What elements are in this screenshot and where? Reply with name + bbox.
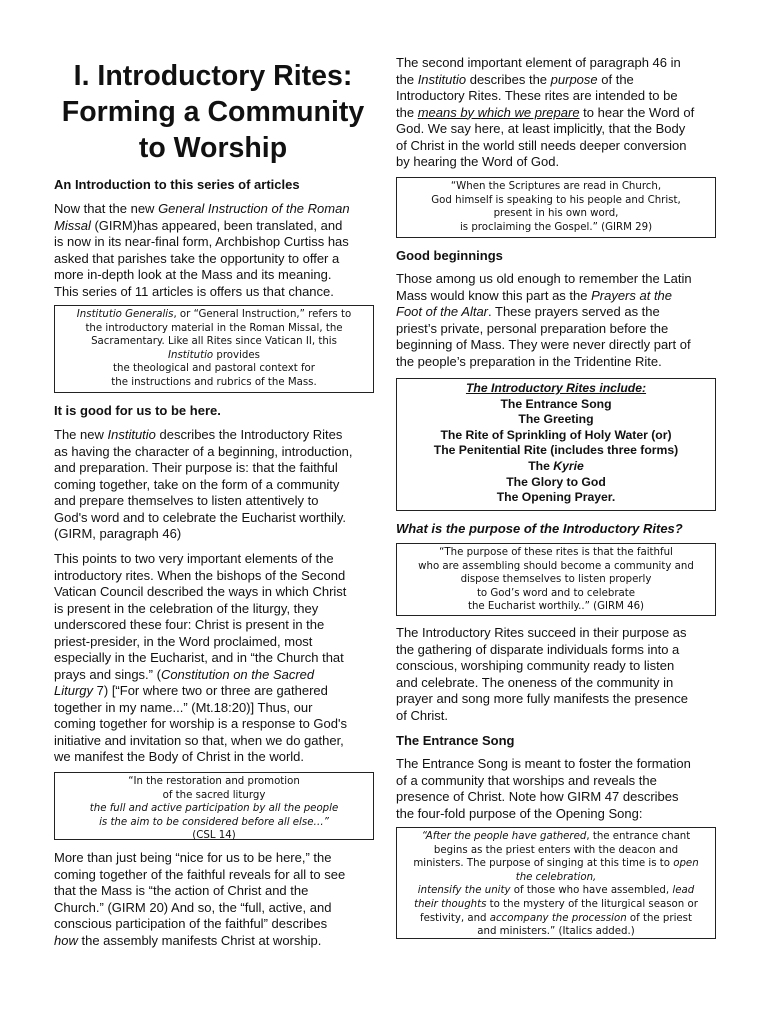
- text: Sacramentary. Like all Rites since Vatican II, this: [91, 336, 337, 348]
- text: Foot of the Altar: [396, 304, 489, 319]
- list-item: [397, 459, 715, 475]
- text: More than just being “nice for us to be here,” the: [54, 850, 332, 865]
- text: Institutio: [168, 349, 214, 361]
- good-beginnings-heading: Good beginnings: [396, 248, 503, 263]
- intro-heading: An Introduction to this series of articles: [54, 177, 300, 192]
- title-line: to Worship: [138, 132, 288, 164]
- text: Liturgy: [54, 683, 94, 698]
- text: conscious participation of the faithful” describes: [54, 916, 328, 931]
- text: the theological and pastoral context for: [113, 363, 315, 375]
- text: The: [528, 458, 554, 473]
- text: Missal: [54, 217, 91, 233]
- text: by hearing the Word of God.: [396, 154, 560, 169]
- text: Institutio Generalis: [76, 309, 174, 320]
- text: “The purpose of these rites is that the faithful: [439, 547, 673, 558]
- list-item: The Opening Prayer.: [496, 490, 616, 505]
- text: the four-fold purpose of the Opening Song:: [396, 805, 643, 821]
- text: Prayers at the: [591, 287, 673, 303]
- text: we manifest the Body of Christ in the world.: [54, 749, 305, 764]
- text: 7) [“For where two or three are gathered: [93, 683, 328, 698]
- intro-paragraph: [54, 201, 350, 300]
- text: of a community that worships and reveals the: [396, 772, 657, 788]
- text: open: [673, 858, 699, 870]
- text: of Christ in the world still needs deeper conversion: [396, 137, 687, 153]
- text: Vatican Council described the ways in which Christ: [54, 584, 347, 599]
- text: especially in the Eucharist, and in “the Church that: [54, 650, 344, 665]
- text: (GIRM, paragraph 46): [54, 526, 182, 541]
- text: (CSL 14): [192, 830, 236, 842]
- text: the full and active participation by all the people: [89, 803, 339, 815]
- text: General Instruction of the Roman: [158, 201, 350, 216]
- girm46-quote-box: [396, 543, 716, 616]
- text: accompany the procession: [489, 912, 627, 924]
- text: ministers. The purpose of singing at this time is to: [413, 858, 674, 870]
- text: Kyrie: [553, 458, 584, 473]
- purpose-heading: [396, 521, 683, 536]
- text: the introductory material in the Roman Missal, the: [85, 322, 343, 334]
- text: , the entrance chant: [586, 831, 691, 842]
- text: to the mystery of the liturgical season or: [486, 898, 698, 910]
- text: the gathering of disparate individuals forms into a: [396, 641, 680, 657]
- text: the people’s preparation in the Tridentine Rite.: [396, 353, 662, 369]
- text: conscious, worshiping community ready to listen: [396, 658, 675, 673]
- text: provides: [213, 349, 260, 361]
- text: “In the restoration and promotion: [128, 776, 300, 787]
- entrance-song-heading: The Entrance Song: [396, 733, 515, 748]
- text: What is the purpose of the Introductory Rites?: [396, 521, 683, 536]
- text: that the Mass is “the action of Christ and the: [54, 883, 309, 898]
- text: of the sacred liturgy: [162, 789, 266, 801]
- text: present in his own word,: [493, 208, 619, 220]
- paragraph: [396, 625, 688, 724]
- paragraph: [54, 850, 345, 949]
- text: coming together of the faithful reveals for all to see: [54, 866, 346, 882]
- text: intensify the unity: [417, 885, 511, 897]
- scripture-quote-box: [396, 177, 716, 238]
- text: and prepare themselves to listen attentively to: [54, 493, 319, 508]
- text: how: [54, 932, 78, 948]
- text: Church.” (GIRM 20) And so, the “full, active, and: [54, 899, 332, 915]
- text: Institutio: [417, 71, 467, 87]
- text: prays and sings.” (: [54, 666, 161, 682]
- text: Those among us old enough to remember the Latin: [396, 271, 692, 286]
- text: the Eucharist worthily..” (GIRM 46): [467, 601, 645, 613]
- text: beginning of Mass. They were never directly part of: [396, 337, 691, 352]
- text: priest-presider, in the Word proclaimed, most: [54, 633, 313, 649]
- text: and preparation. Their purpose is: that the faithful: [54, 460, 338, 475]
- text: , or “General Instruction,” refers to: [173, 309, 352, 320]
- text: purpose: [550, 71, 598, 87]
- institutio-note-box: [54, 305, 374, 393]
- paragraph: [54, 551, 347, 766]
- list-item: The Rite of Sprinkling of Holy Water (or): [440, 427, 672, 442]
- text: (GIRM)has appeared, been translated, and: [90, 217, 343, 233]
- list-item: The Glory to God: [506, 474, 606, 489]
- text: priest’s private, personal preparation before the: [396, 320, 669, 336]
- text: asked that parishes take the opportunity to offer a: [54, 250, 340, 266]
- list-item: The Greeting: [518, 412, 594, 427]
- text: more in-depth look at the Mass and its meaning.: [54, 267, 332, 282]
- text: the instructions and rubrics of the Mass.: [111, 376, 317, 388]
- title-line: Forming a Community: [61, 96, 365, 128]
- text: their thoughts: [414, 898, 487, 910]
- text: The new: [54, 427, 108, 442]
- good-to-be-here-heading: It is good for us to be here.: [54, 403, 221, 418]
- text: The Entrance Song is meant to foster the formation: [396, 756, 691, 771]
- text: coming together for worship is a response to God's: [54, 716, 347, 731]
- text: This points to two very important elements of the: [54, 551, 334, 566]
- text: lead: [672, 885, 695, 897]
- text: prayer and song more fully manifests the presence: [396, 691, 688, 706]
- paragraph: [396, 271, 692, 370]
- list-item: The Penitential Rite (includes three forms): [433, 443, 679, 458]
- text: who are assembling should become a community and: [418, 560, 694, 572]
- girm47-quote-box: [396, 827, 716, 939]
- introductory-rites-list-box: [396, 378, 716, 511]
- text: God's word and to celebrate the Eucharist worthily.: [54, 509, 346, 525]
- text: “After the people have gathered: [421, 831, 587, 842]
- text: of those who have assembled,: [510, 885, 673, 897]
- text: to God’s word and to celebrate: [476, 587, 636, 599]
- text: The second important element of paragraph 46 in: [396, 55, 681, 70]
- page-title: [54, 58, 372, 166]
- rites-list-heading: The Introductory Rites include:: [465, 381, 647, 395]
- text: is present in the celebration of the liturgy, they: [54, 600, 319, 616]
- paragraph: [396, 756, 691, 822]
- paragraph: [396, 55, 694, 171]
- text: introductory rites. When the bishops of the Second: [54, 567, 346, 583]
- text: of Christ.: [396, 707, 449, 723]
- text: means by which we prepare: [417, 104, 580, 120]
- text: God himself is speaking to his people and Christ,: [431, 194, 681, 206]
- text: together in my name...” (Mt.18:20)] Thus, our: [54, 699, 313, 715]
- text: This series of 11 articles is offers us that chance.: [54, 283, 334, 299]
- text: describes the: [466, 71, 551, 87]
- text: to hear the Word of: [579, 104, 695, 120]
- text: describes the Introductory Rites: [155, 427, 343, 442]
- text: . These prayers served as the: [488, 304, 660, 319]
- text: underscored these four: Christ is present in the: [54, 617, 325, 632]
- text: Introductory Rites. These rites are intended to be: [396, 88, 678, 103]
- text: Now that the new: [54, 201, 159, 216]
- text: presence of Christ. Note how GIRM 47 describes: [396, 789, 679, 804]
- title-line: I. Introductory Rites:: [73, 60, 353, 92]
- text: Constitution on the Sacred: [160, 666, 315, 682]
- csl-quote-box: [54, 772, 374, 840]
- text: festivity, and: [420, 912, 490, 924]
- text: The Introductory Rites succeed in their purpose as: [396, 625, 687, 640]
- paragraph: [54, 427, 352, 543]
- text: God. We say here, at least implicitly, that the Body: [396, 121, 686, 136]
- text: is proclaiming the Gospel.” (GIRM 29): [459, 221, 653, 233]
- text: is now in its near-final form, Archbishop Curtiss has: [54, 234, 349, 249]
- text: the celebration,: [515, 871, 597, 883]
- text: Mass would know this part as the: [396, 287, 592, 303]
- text: Institutio: [107, 427, 156, 442]
- text: begins as the priest enters with the deacon and: [433, 844, 679, 856]
- text: dispose themselves to listen properly: [460, 574, 652, 586]
- text: and celebrate. The oneness of the community in: [396, 674, 674, 690]
- text: the assembly manifests Christ at worship.: [77, 932, 322, 948]
- list-item: The Entrance Song: [500, 396, 612, 411]
- text: “When the Scriptures are read in Church,: [450, 181, 662, 192]
- text: of the: [597, 71, 634, 87]
- text: initiative and invitation so that, when we do gather,: [54, 732, 344, 748]
- text: and ministers.” (Italics added.): [477, 926, 635, 938]
- text: of the priest: [626, 912, 692, 924]
- text: the: [396, 104, 418, 120]
- text: coming together, take on the form of a community: [54, 476, 340, 492]
- text: is the aim to be considered before all else…”: [99, 816, 329, 828]
- text: as having the character of a beginning, introduction,: [54, 443, 353, 459]
- text: the: [396, 71, 418, 87]
